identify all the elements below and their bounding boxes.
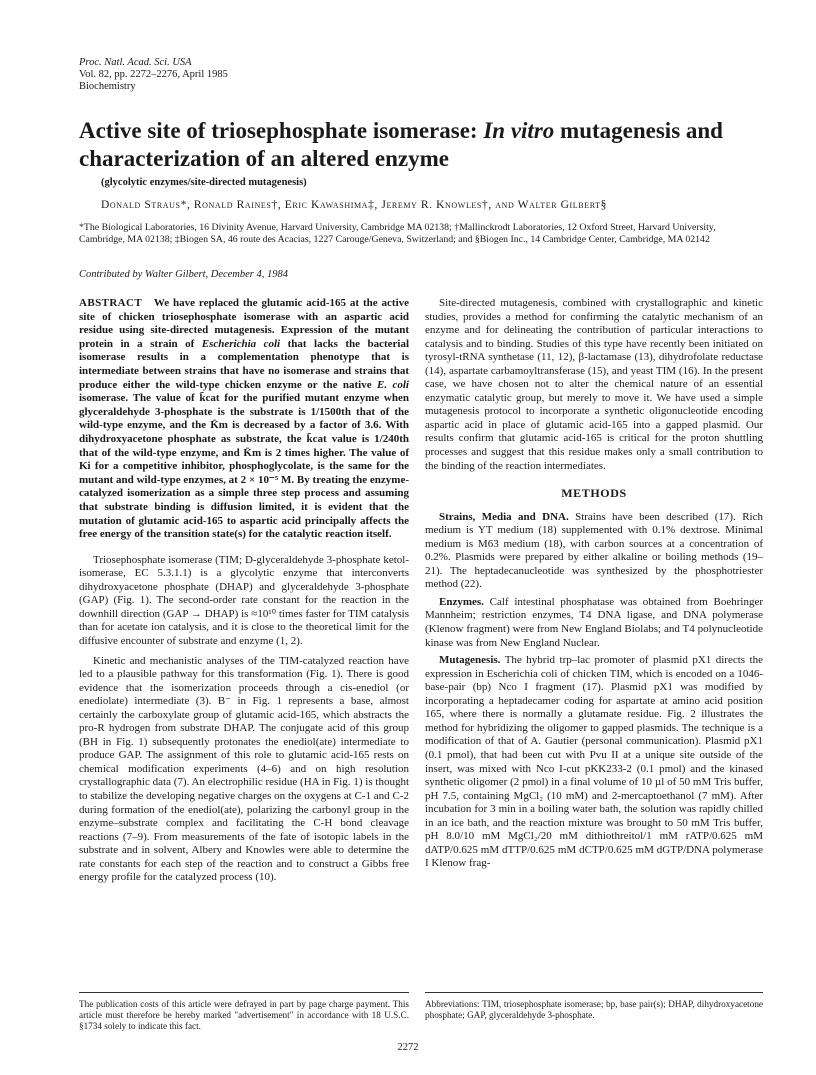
author-list: Donald Straus*, Ronald Raines†, Eric Kawashima‡, Jeremy R. Knowles†, and Walter Gilbert§ (101, 199, 608, 211)
abstract-text-b: that lacks the bacterial isomerase results in a complementation phenotype that is intermediate between strains that have no isomerase and strains that produce either the wild-type chicken enzyme or the native (79, 337, 410, 391)
mutagenesis-heading: Mutagenesis. (439, 654, 501, 667)
contributed-by: Contributed by Walter Gilbert, December 4, 1984 (79, 269, 289, 280)
mutagenesis-text: The hybrid trp–lac promoter of plasmid pX1 directs the expression in Escherichia coli of chicken TIM, which is encoded on a 1046-base-pair (bp) Nco I fragment (17). Plasmid pX1 was modified by incorporating a heptadecamer coding for aspartate at amino acid position 165, where there is normally a glutamate residue. Fig. 2 illustrates the method for hybridizing the oligomer to gapped plasmids. The technique is a modification of that of A. Gautier (personal communication). Plasmid pX1 (0.1 pmol), that had been cut with Pvu II at a unique site outside of the insert, was mixed with Nco I-cut pKK233-2 (0.1 pmol) and the kinased synthetic oligomer (2 pmol) in a final volume of 10 µl of 50 mM Tris buffer, pH 7.5, containing MgCl₂ (10 mM) and 2-mercaptoethanol (7 mM). After incubation for 3 min in a boiling water bath, the solution was rapidly chilled in an ice bath, and the reaction mixture was brought to 50 mM Tris buffer, pH 8.0/10 mM MgCl₂/20 mM dithiothreitol/1 mM rATP/0.625 mM dATP/0.625 mM dTTP/0.625 mM dCTP/0.625 mM dGTP/DNA polymerase I Klenow frag- (425, 654, 763, 870)
title-part-2: mutagenesis and characterization of an altered enzyme (79, 118, 723, 171)
journal-header (79, 57, 228, 93)
abstract-ecoli: Escherichia coli (201, 337, 281, 350)
right-column (425, 297, 763, 871)
article-title (79, 117, 759, 173)
enzymes-paragraph (425, 596, 763, 650)
publication-cost-footnote: The publication costs of this article were defrayed in part by page charge payment. This article must therefore be hereby marked "advertisement" in accordance with 18 U.S.C. §1734 solely to indicate this fact. (79, 992, 409, 1033)
affiliations: *The Biological Laboratories, 16 Divinity Avenue, Harvard University, Cambridge MA 02138; †Mallinckrodt Laboratories, 12 Oxford Street, Harvard University, Cambridge, MA 02138; ‡Biogen SA, 46 route des Acacias, 1227 Carouge/Geneva, Switzerland; and §Biogen Inc., 14 Cambridge Center, Cambridge, MA 02142 (79, 222, 716, 245)
enzymes-heading: Enzymes. (439, 595, 484, 608)
mutagenesis-paragraph (425, 654, 763, 871)
methods-heading: METHODS (561, 486, 627, 501)
intro-paragraph-2: Kinetic and mechanistic analyses of the TIM-catalyzed reaction have led to a plausible pathway for this transformation (Fig. 1). There is good evidence that the isomerization proceeds through a cis-enediol (or enediolate) intermediate (3). B⁻ in Fig. 1 represents a base, almost certainly the carboxylate group of glutamic acid-165, which abstracts the pro-R hydrogen from substrate DHAP. The conjugate acid of this group (BH in Fig. 1) subsequently protonates the enediol(ate) intermediate to produce GAP. The assignment of this role to glutamic acid-165 rests on chemical modification experiments (4–6) and on high resolution crystallographic data (7). An electrophilic residue (HA in Fig. 1) is thought to stabilize the developing negative charges on the oxygens at C-1 and C-2 during formation of the enediol(ate), polarizing the carbonyl group in the enzyme–substrate complex and facilitating the C-H bond cleavage reactions (7–9). From measurements of the fate of isotopic labels in the substrate and in solvent, Albery and Knowles were able to determine the rate constants for each step of the reaction and to construct a Gibbs free energy profile for the catalyzed process (10). (79, 654, 409, 884)
strains-heading: Strains, Media and DNA. (439, 510, 569, 523)
abstract (79, 297, 409, 542)
journal-name: Proc. Natl. Acad. Sci. USA (79, 57, 192, 68)
abstract-text-a: We have replaced the glutamic acid-165 at the active site of chicken triosephosphate isomerase with an aspartic acid residue using site-directed mutagenesis. Expression of the mutant protein in a strain of (79, 297, 410, 350)
abstract-text-c: isomerase. The value of k̄cat for the purified mutant enzyme when glyceraldehyde 3-phosphate is the substrate is 1/1500th that of the wild-type enzyme, and the K̄m is decreased by a factor of 3.6. With dihydroxyacetone phosphate as substrate, the k̄cat value is 1/240th that of the wild-type enzyme, and K̄m is 2 times higher. The value of Ki for a competitive inhibitor, phosphoglycolate, is the same for the mutant and wild-type enzymes, at 2 × 10⁻⁵ M. By treating the enzyme-catalyzed isomerization as a simple three step process and assuming that substrate binding is diffusion limited, it is evident that the mutation of glutamic acid-165 to aspartic acid principally affects the free energy of the transition state(s) for the catalytic reaction itself. (79, 392, 409, 541)
strains-paragraph (425, 511, 763, 592)
title-italic: In vitro (483, 118, 555, 143)
strains-text: Strains have been described (17). Rich medium is YT medium (18) supplemented with 0.1% dextrose. Minimal medium is M63 medium (18), with carbon sources at a concentration of 0.2%. Plasmids were prepared by either alkaline or boiling methods (19–21). The heptadecanucleotide was synthesized by the phosphotriester method (22). (425, 510, 763, 591)
journal-volume: Vol. 82, pp. 2272–2276, April 1985 (79, 69, 228, 80)
keywords: (glycolytic enzymes/site-directed mutagenesis) (101, 177, 307, 188)
title-part-1: Active site of triosephosphate isomerase: (79, 118, 484, 143)
left-column (79, 297, 409, 885)
abstract-heading: ABSTRACT (79, 297, 143, 309)
intro-paragraph-1: Triosephosphate isomerase (TIM; D-glyceraldehyde 3-phosphate ketol-isomerase, EC 5.3.1.1) is a glycolytic enzyme that interconverts dihydroxyacetone phosphate (DHAP) and glyceraldehyde 3-phosphate (GAP) (Fig. 1). The second-order rate constant for the reaction in the downhill direction (GAP → DHAP) is ≈10¹⁰ times faster for TIM catalysis than for acetate ion catalysis, and it is close to the theoretical limit for the diffusive encounter of substrate and enzyme (1, 2). (79, 553, 409, 647)
abstract-ecoli-2: E. coli (376, 378, 409, 391)
right-intro-paragraph: Site-directed mutagenesis, combined with crystallographic and kinetic studies, provides a method for confirming the catalytic mechanism of an enzyme and for delineating the contribution of particular interactions to catalysis and to binding. Studies of this type have recently been initiated on tyrosyl-tRNA synthetase (11, 12), β-lactamase (13), dihydrofolate reductase (14), aspartate carbamoyltransferase (15), and yeast TIM (16). In the present case, we have chosen not to alter the chemical nature of an essential enzymatic catalytic group, but merely to move it. We have used a simple mutagenesis protocol to incorporate a synthetic oligonucleotide encoding aspartic acid in place of glutamic acid-165 into a gapped plasmid. Our results confirm that glutamic acid-165 is critical for the proton shuttling processes and suggest that this residue makes only a small contribution to the binding of the reaction intermediates. (425, 297, 763, 472)
enzymes-text: Calf intestinal phosphatase was obtained from Boehringer Mannheim; restriction enzymes, T4 DNA ligase, and DNA polymerase (Klenow fragment) were from New England Biolabs; and T4 polynucleotide kinase was from New England Nuclear. (425, 595, 763, 649)
journal-section: Biochemistry (79, 81, 136, 92)
page-number: 2272 (397, 1042, 419, 1053)
abbreviations-footnote: Abbreviations: TIM, triosephosphate isomerase; bp, base pair(s); DHAP, dihydroxyacetone phosphate; GAP, glyceraldehyde 3-phosphate. (425, 992, 763, 1021)
